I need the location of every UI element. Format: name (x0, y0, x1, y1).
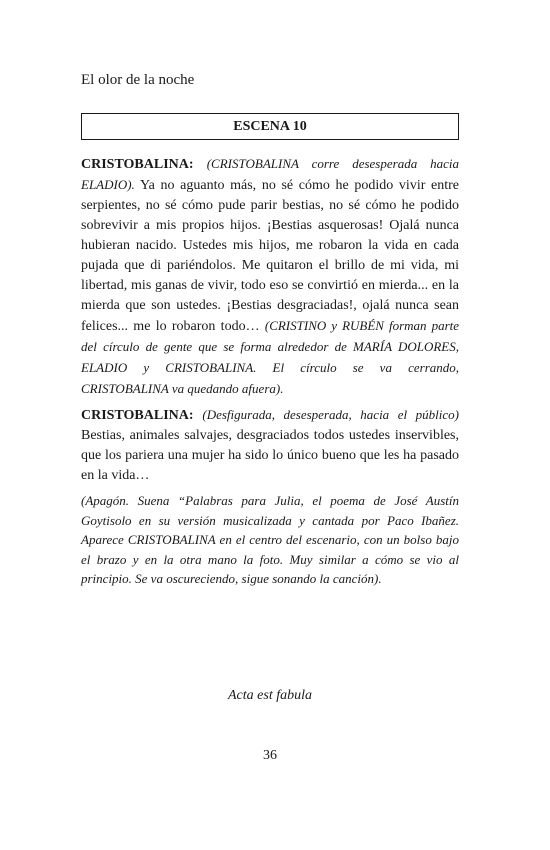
page-body (81, 72, 459, 589)
stage-direction: (Desfigurada, desesperada, hacia el público) (202, 407, 459, 422)
dialogue-paragraph-2 (81, 405, 459, 486)
dialogue-paragraph-1 (81, 154, 459, 400)
running-head: El olor de la noche (81, 72, 195, 88)
final-stage-direction: (Apagón. Suena “Palabras para Julia, el poema de José Austín Goytisolo en su versión musicalizada y cantada por Paco Ibañez. Aparece CRISTOBALINA en el centro del escenario, con un bolso bajo el brazo y en la otra mano la foto. Muy similar a cómo se vio al principio. Se va oscureciendo, sigue sonando la canción). (81, 493, 459, 586)
speech-text: Ya no aguanto más, no sé cómo he podido vivir entre serpientes, no sé cómo pude parir bestias, no sé cómo he podido sobrevivir a mis propios hijos. ¡Bestias asquerosas! Ojalá nunca hubieran nacido. Ustedes mis hijos, me robaron la vida en cada pujada que di pariéndolos. Me quitaron el brillo de mi vida, mi libertad, mis ganas de vivir, todo eso se convirtió en mierda... en la mierda que son ustedes. ¡Bestias desgraciadas!, ojalá nunca sean felices... me lo robaron todo… (81, 178, 459, 334)
speech-text: Bestias, animales salvajes, desgraciados todos ustedes inservibles, que los pariera una mujer ha sido lo único bueno que les ha pasado en la vida… (81, 428, 459, 483)
stage-direction: (CRISTOBALINA corre desesperada hacia ELADIO). (81, 156, 459, 192)
scene-title: ESCENA 10 (81, 113, 459, 140)
speaker-name: CRISTOBALINA: (81, 157, 194, 172)
speaker-name: CRISTOBALINA: (81, 408, 194, 423)
page-number: 36 (263, 748, 277, 763)
stage-direction: (CRISTINO y RUBÉN forman parte del círculo de gente que se forma alrededor de MARÍA DOLORES, ELADIO y CRISTOBALINA. El círculo se va cerrando, CRISTOBALINA va quedando afuera). (81, 318, 460, 396)
colophon: Acta est fabula (228, 688, 312, 703)
